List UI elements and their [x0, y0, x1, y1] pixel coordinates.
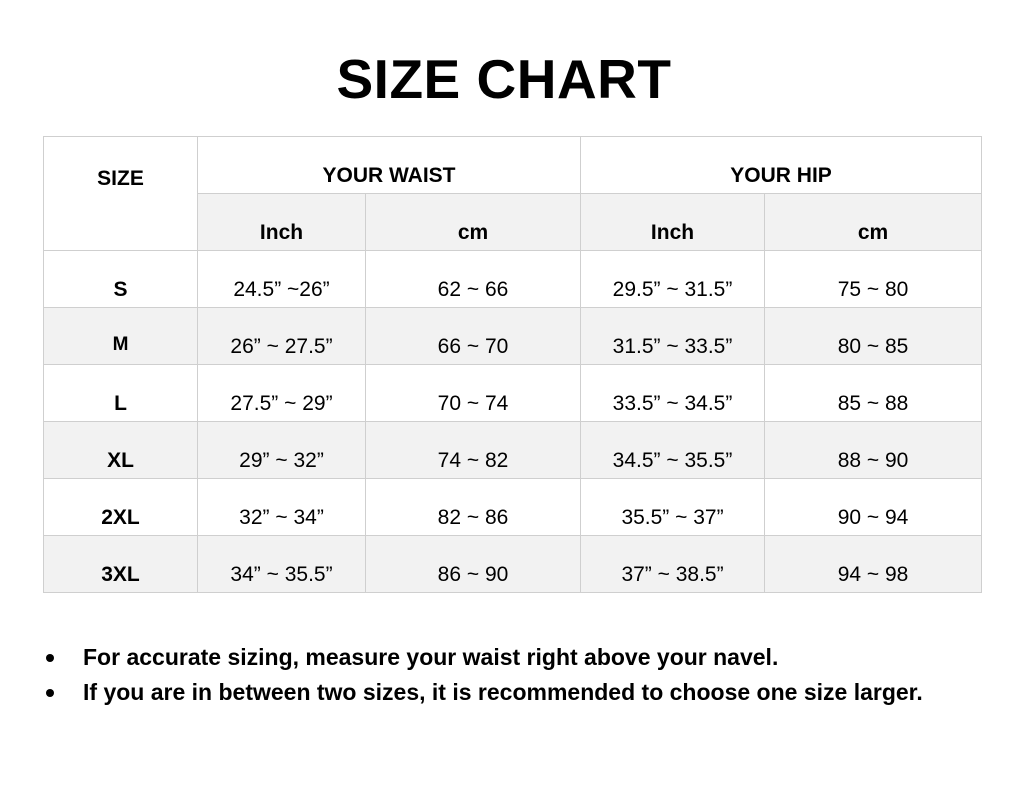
hip-cm-cell: 94 ~ 98	[765, 536, 982, 593]
hip-inch-cell: 31.5” ~ 33.5”	[581, 308, 765, 365]
waist-inch-cell: 29” ~ 32”	[198, 422, 366, 479]
waist-inch-cell: 24.5” ~26”	[198, 251, 366, 308]
bullet-icon	[46, 689, 54, 697]
hip-header: YOUR HIP	[581, 137, 982, 194]
hip-inch-cell: 37” ~ 38.5”	[581, 536, 765, 593]
table-row	[44, 422, 982, 479]
waist-inch-cell: 27.5” ~ 29”	[198, 365, 366, 422]
hip-cm-cell: 88 ~ 90	[765, 422, 982, 479]
hip-inch-cell: 34.5” ~ 35.5”	[581, 422, 765, 479]
size-cell: 2XL	[44, 479, 198, 536]
waist-inch-cell: 26” ~ 27.5”	[198, 308, 366, 365]
hip-cm-cell: 80 ~ 85	[765, 308, 982, 365]
hip-cm-cell: 85 ~ 88	[765, 365, 982, 422]
page-title: SIZE CHART	[336, 48, 672, 110]
hip-cm-cell: 75 ~ 80	[765, 251, 982, 308]
size-cell: XL	[44, 422, 198, 479]
waist-inch-header: Inch	[198, 194, 366, 251]
hip-inch-header: Inch	[581, 194, 765, 251]
waist-cm-cell: 70 ~ 74	[366, 365, 581, 422]
table-row	[44, 365, 982, 422]
table-row	[44, 479, 982, 536]
size-cell: 3XL	[44, 536, 198, 593]
hip-inch-cell: 33.5” ~ 34.5”	[581, 365, 765, 422]
sizing-notes	[43, 640, 973, 710]
hip-inch-cell: 29.5” ~ 31.5”	[581, 251, 765, 308]
note-text: For accurate sizing, measure your waist right above your navel.	[83, 644, 779, 670]
waist-cm-header: cm	[366, 194, 581, 251]
header-row-top	[44, 137, 982, 194]
size-cell: L	[44, 365, 198, 422]
bullet-icon	[46, 654, 54, 662]
list-item	[43, 675, 973, 710]
table-row	[44, 251, 982, 308]
hip-inch-cell: 35.5” ~ 37”	[581, 479, 765, 536]
waist-header: YOUR WAIST	[198, 137, 581, 194]
hip-cm-cell: 90 ~ 94	[765, 479, 982, 536]
waist-cm-cell: 86 ~ 90	[366, 536, 581, 593]
size-header: SIZE	[44, 137, 198, 251]
hip-cm-header: cm	[765, 194, 982, 251]
waist-cm-cell: 62 ~ 66	[366, 251, 581, 308]
size-chart-table	[43, 136, 982, 593]
note-text: If you are in between two sizes, it is recommended to choose one size larger.	[83, 679, 923, 705]
table-row	[44, 536, 982, 593]
size-cell: S	[44, 251, 198, 308]
list-item	[43, 640, 973, 675]
waist-inch-cell: 32” ~ 34”	[198, 479, 366, 536]
waist-cm-cell: 82 ~ 86	[366, 479, 581, 536]
size-cell: M	[44, 308, 198, 365]
waist-cm-cell: 66 ~ 70	[366, 308, 581, 365]
table-row	[44, 308, 982, 365]
waist-inch-cell: 34” ~ 35.5”	[198, 536, 366, 593]
waist-cm-cell: 74 ~ 82	[366, 422, 581, 479]
